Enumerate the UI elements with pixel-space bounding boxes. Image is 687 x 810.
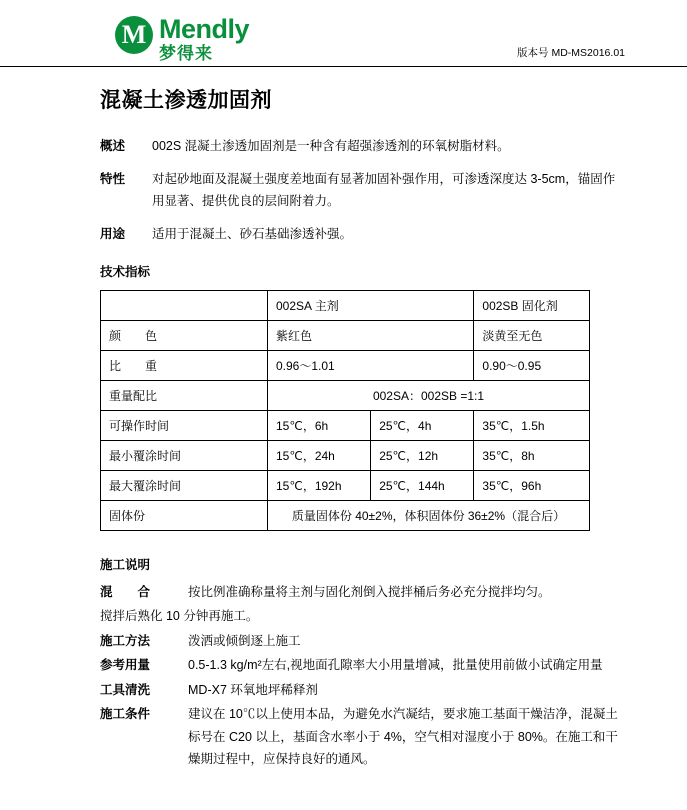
construction-label-cleaning: 工具清洗	[100, 682, 151, 697]
row-label-mix-ratio: 重量配比	[101, 380, 268, 410]
table-row	[101, 410, 590, 440]
cell-max-recoat-25: 25℃，144h	[371, 470, 474, 500]
cell-pot-life-25: 25℃，4h	[371, 410, 474, 440]
construction-row-conditions	[100, 703, 627, 771]
overview-text: 002S 混凝土渗透加固剂是一种含有超强渗透剂的环氧树脂材料。	[152, 139, 510, 153]
logo-text	[159, 16, 249, 62]
row-label-min-recoat: 最小覆涂时间	[101, 440, 268, 470]
construction-row-method	[100, 630, 627, 653]
construction-row-cleaning	[100, 679, 627, 702]
table-header-blank	[101, 290, 268, 320]
table-row	[101, 440, 590, 470]
table-row	[101, 320, 590, 350]
row-label-pot-life: 可操作时间	[101, 410, 268, 440]
cell-min-recoat-25: 25℃，12h	[371, 440, 474, 470]
table-row	[101, 290, 590, 320]
cell-color-a: 紫红色	[268, 320, 474, 350]
version-number: 版本号 MD-MS2016.01	[517, 47, 625, 59]
document-body	[0, 62, 687, 771]
cell-max-recoat-35: 35℃，96h	[474, 470, 590, 500]
cell-solids: 质量固体份 40±2%，体积固体份 36±2%（混合后）	[268, 500, 590, 530]
usage-text: 适用于混凝土、砂石基础渗透补强。	[152, 226, 353, 241]
brand-logo	[115, 16, 249, 62]
features-text: 对起砂地面及混凝土强度差地面有显著加固补强作用，可渗透深度达 3-5cm，锚固作用显著、提供优良的层间附着力。	[152, 171, 616, 208]
construction-row-coverage	[100, 654, 627, 677]
page-header	[0, 0, 687, 62]
spec-table	[100, 290, 590, 531]
construction-text-coverage: 0.5-1.3 kg/m²左右,视地面孔隙率大小用量增减，批量使用前做小试确定用量	[188, 658, 603, 672]
construction-label-coverage: 参考用量	[100, 658, 151, 672]
cell-pot-life-35: 35℃，1.5h	[474, 410, 590, 440]
row-label-color: 颜 色	[101, 320, 268, 350]
spec-heading: 技术指标	[100, 264, 151, 279]
usage-paragraph	[100, 224, 627, 246]
logo-english-name: Mendly	[159, 14, 250, 44]
table-row	[101, 470, 590, 500]
cell-max-recoat-15: 15℃，192h	[268, 470, 371, 500]
usage-label: 用途	[100, 226, 126, 241]
logo-icon: M	[115, 16, 153, 54]
construction-text-cleaning: MD-X7 环氧地坪稀释剂	[188, 682, 318, 697]
construction-text-mixing: 按比例准确称量将主剂与固化剂倒入搅拌桶后务必充分搅拌均匀。	[188, 584, 551, 599]
overview-paragraph	[100, 136, 627, 158]
features-paragraph	[100, 169, 627, 213]
construction-text-mixing-continued: 搅拌后熟化 10 分钟再施工。	[100, 609, 259, 623]
table-header-component-a: 002SA 主剂	[268, 290, 474, 320]
cell-min-recoat-35: 35℃，8h	[474, 440, 590, 470]
row-label-solids: 固体份	[101, 500, 268, 530]
construction-heading: 施工说明	[100, 557, 151, 572]
page-title: 混凝土渗透加固剂	[100, 89, 272, 112]
table-row	[101, 350, 590, 380]
row-label-max-recoat: 最大覆涂时间	[101, 470, 268, 500]
construction-text-conditions: 建议在 10℃以上使用本品，为避免水汽凝结，要求施工基面干燥洁净，混凝土标号在 C20 以上，基面含水率小于 4%，空气相对湿度小于 80%。在施工和干燥期过程中，应保持良好的通风。	[188, 707, 618, 766]
table-row	[101, 380, 590, 410]
overview-label: 概述	[100, 139, 126, 153]
cell-mix-ratio: 002SA：002SB =1:1	[268, 380, 590, 410]
features-label: 特性	[100, 171, 126, 186]
cell-density-a: 0.96～1.01	[268, 350, 474, 380]
construction-row-mixing	[100, 581, 627, 604]
table-row	[101, 500, 590, 530]
cell-color-b: 淡黄至无色	[474, 320, 590, 350]
cell-pot-life-15: 15℃，6h	[268, 410, 371, 440]
cell-density-b: 0.90～0.95	[474, 350, 590, 380]
construction-label-method: 施工方法	[100, 633, 151, 648]
construction-text-method: 泼洒或倾倒逐上施工	[188, 633, 301, 648]
cell-min-recoat-15: 15℃，24h	[268, 440, 371, 470]
row-label-density: 比 重	[101, 350, 268, 380]
logo-chinese-name: 梦得来	[159, 44, 213, 63]
table-header-component-b: 002SB 固化剂	[474, 290, 590, 320]
construction-label-conditions: 施工条件	[100, 707, 151, 721]
construction-label-mixing: 混 合	[100, 584, 151, 599]
